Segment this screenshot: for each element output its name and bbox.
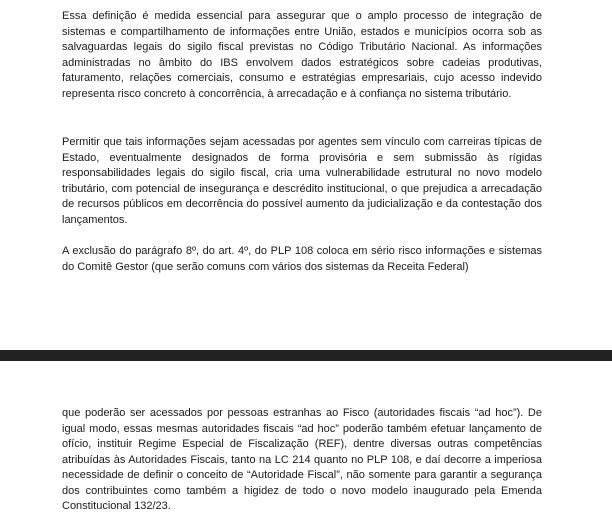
paragraph-autoridade-fiscal: que poderão ser acessados por pessoas estranhas ao Fisco (autoridades fiscais “ad hoc”). De igual modo, essas mesmas autoridades fiscais “ad hoc” poderão também efetuar lançamento de ofício, instituir Regime Especial de Fiscalização (REF), dentre diversas outras competências atribuídas às Autoridades Fiscais, tanto na LC 214 quanto no PLP 108, e daí decorre a imperiosa necessidade de definir o conceito de “Autoridade Fiscal”, não somente para garantir a segurança dos contribuintes como também a higidez de todo o novo modelo inaugurado pela Emenda Constitucional 132/23. [62,407,542,512]
paragraph-exclusao-paragrafo: A exclusão do parágrafo 8º, do art. 4º, do PLP 108 coloca em sério risco informações e sistemas do Comitê Gestor (que serão comuns com vários dos sistemas da Receita Federal) [62,245,542,273]
page-separator [0,350,612,361]
paragraph-vulnerabilidade: Permitir que tais informações sejam acessadas por agentes sem vínculo com carreiras típicas de Estado, eventualmente designados de forma provisória e sem submissão às rígidas responsabilidades legais do sigilo fiscal, cria uma vulnerabilidade estrutural no novo modelo tributário, com potencial de insegurança e descrédito institucional, o que prejudica a arrecadação de recursos públicos em decorrência do possível aumento da judicialização e da contestação dos lançamentos. [62,136,542,226]
document-page-bottom [0,361,612,528]
paragraph-sigilo-fiscal: Essa definição é medida essencial para assegurar que o amplo processo de integração de sistemas e compartilhamento de informações entre União, estados e municípios ocorra sob as salvaguardas legais do sigilo fiscal previstas no Código Tributário Nacional. As informações administradas no âmbito do IBS envolvem dados estratégicos sobre cadeias produtivas, faturamento, relações comerciais, consumo e estratégias empresariais, cujo acesso indevido representa risco concreto à concorrência, à arrecadação e à confiança no sistema tributário. [62,10,542,100]
